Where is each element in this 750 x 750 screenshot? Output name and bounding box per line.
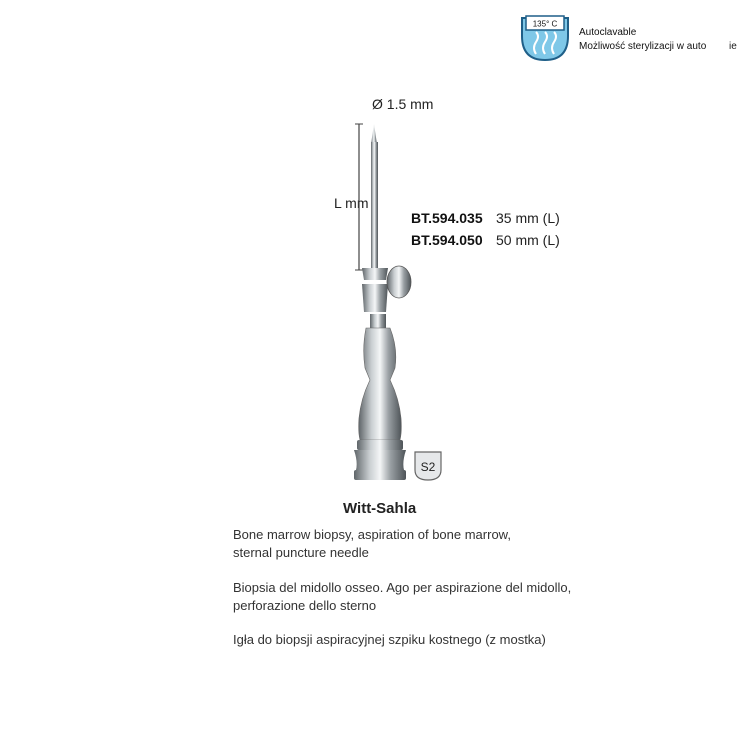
product-size: 50 mm (L) [496,232,560,248]
sterilization-label: Możliwość sterylizacji w auto [579,41,707,52]
description-en-line: sternal puncture needle [233,545,369,560]
length-label: L mm [334,195,369,211]
autoclave-label: Autoclavable [579,27,637,38]
product-code: BT.594.035 [411,210,483,226]
description-it-line: perforazione dello sterno [233,598,377,613]
autoclave-temperature: 135° C [532,19,558,29]
autoclave-icon [516,14,574,64]
s2-label: S2 [420,460,436,474]
description-it-line: Biopsia del midollo osseo. Ago per aspirazione del midollo, [233,580,572,595]
s2-badge [413,450,443,482]
product-title: Witt-Sahla [343,500,417,517]
biopsy-needle-image [320,118,430,490]
product-size: 35 mm (L) [496,210,560,226]
product-code: BT.594.050 [411,232,483,248]
description-en-line: Bone marrow biopsy, aspiration of bone marrow, [233,527,511,542]
diameter-label: Ø 1.5 mm [372,96,434,112]
description-pl-line: Igła do biopsji aspiracyjnej szpiku kostnego (z mostka) [233,632,546,647]
sterilization-label-tail: ie [729,41,737,52]
